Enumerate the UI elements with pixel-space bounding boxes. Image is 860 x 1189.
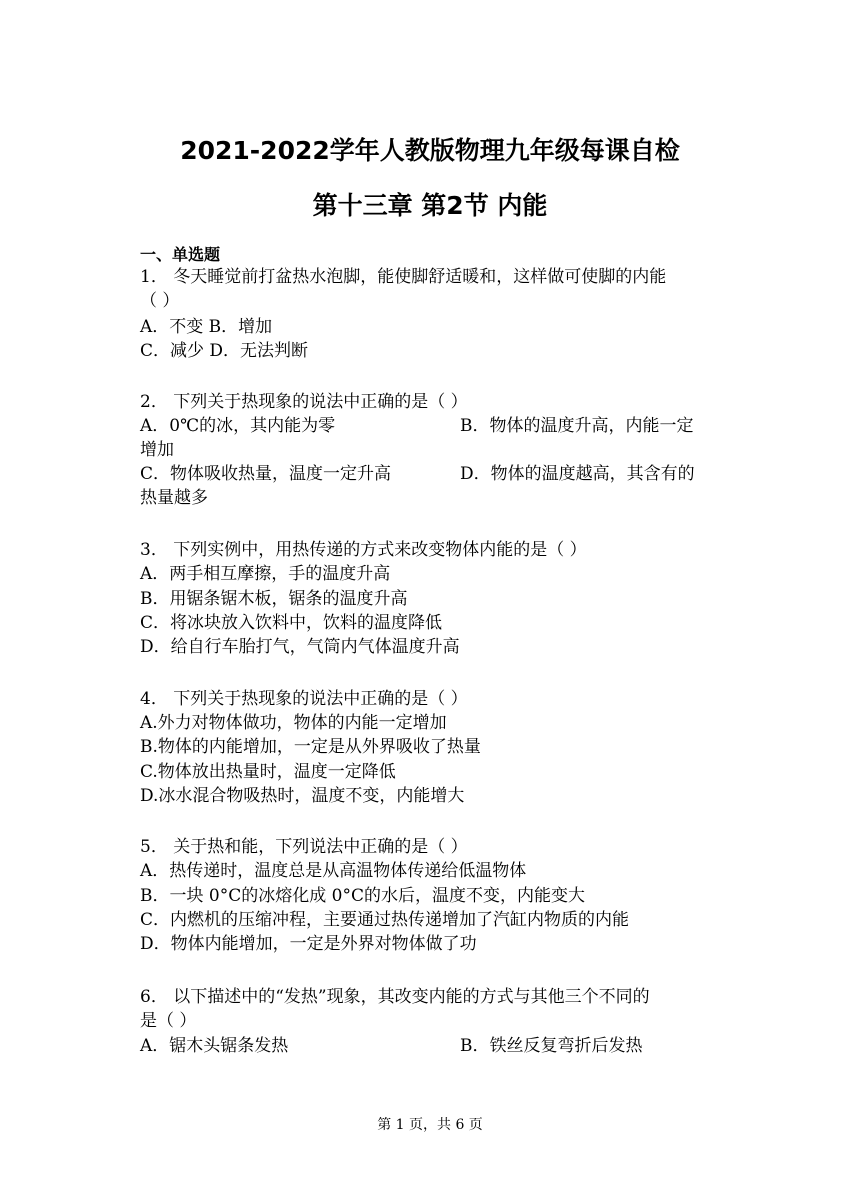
q1-stem-line2: （ ） [140, 291, 180, 311]
q2-option-a: A．0℃的冰，其内能为零 [140, 416, 336, 436]
q5-option-b: B．一块 0°C的冰熔化成 0°C的水后，温度不变，内能变大 [140, 886, 585, 906]
chapter-subtitle: 第十三章 第2节 内能 [312, 191, 548, 220]
q1-options-cd: C．减少 D．无法判断 [140, 341, 309, 361]
section-heading: 一、单选题 [140, 245, 221, 264]
q3-option-d: D．给自行车胎打气，气筒内气体温度升高 [140, 637, 460, 657]
q1-options-ab: A．不变 B．增加 [140, 317, 273, 337]
document-title: 2021-2022学年人教版物理九年级每课自检 [180, 136, 680, 165]
q6-stem-line1: 6． 以下描述中的“发热”现象，其改变内能的方式与其他三个不同的 [140, 987, 650, 1007]
q5-option-d: D．物体内能增加，一定是外界对物体做了功 [140, 934, 477, 954]
q2-stem: 2． 下列关于热现象的说法中正确的是（ ） [140, 392, 468, 412]
q4-option-d: D.冰水混合物吸热时，温度不变，内能增大 [140, 786, 465, 806]
q2-option-d-line2: 热量越多 [140, 488, 208, 508]
q5-option-c: C．内燃机的压缩冲程，主要通过热传递增加了汽缸内物质的内能 [140, 910, 630, 930]
q6-option-b: B．铁丝反复弯折后发热 [460, 1036, 643, 1056]
page-footer: 第 1 页，共 6 页 [377, 1117, 483, 1133]
q4-option-c: C.物体放出热量时，温度一定降低 [140, 762, 396, 782]
q2-option-d-line1: D．物体的温度越高，其含有的 [460, 464, 695, 484]
q2-option-b-line2: 增加 [140, 440, 174, 460]
q5-option-a: A．热传递时，温度总是从高温物体传递给低温物体 [140, 861, 527, 881]
q4-option-b: B.物体的内能增加，一定是从外界吸收了热量 [140, 737, 481, 757]
q5-stem: 5． 关于热和能，下列说法中正确的是（ ） [140, 837, 468, 857]
q1-stem-line1: 1． 冬天睡觉前打盆热水泡脚，能使脚舒适暖和，这样做可使脚的内能 [140, 267, 667, 287]
q6-stem-line2: 是（ ） [140, 1011, 197, 1031]
q4-option-a: A.外力对物体做功，物体的内能一定增加 [140, 713, 447, 733]
q3-stem: 3． 下列实例中，用热传递的方式来改变物体内能的是（ ） [140, 540, 587, 560]
q3-option-a: A．两手相互摩擦，手的温度升高 [140, 564, 391, 584]
q6-option-a: A．锯木头锯条发热 [140, 1036, 289, 1056]
q3-option-c: C．将冰块放入饮料中，饮料的温度降低 [140, 613, 443, 633]
q3-option-b: B．用锯条锯木板，锯条的温度升高 [140, 589, 408, 609]
q2-option-c: C．物体吸收热量，温度一定升高 [140, 464, 392, 484]
q2-option-b-line1: B．物体的温度升高，内能一定 [460, 416, 694, 436]
q4-stem: 4． 下列关于热现象的说法中正确的是（ ） [140, 689, 468, 709]
